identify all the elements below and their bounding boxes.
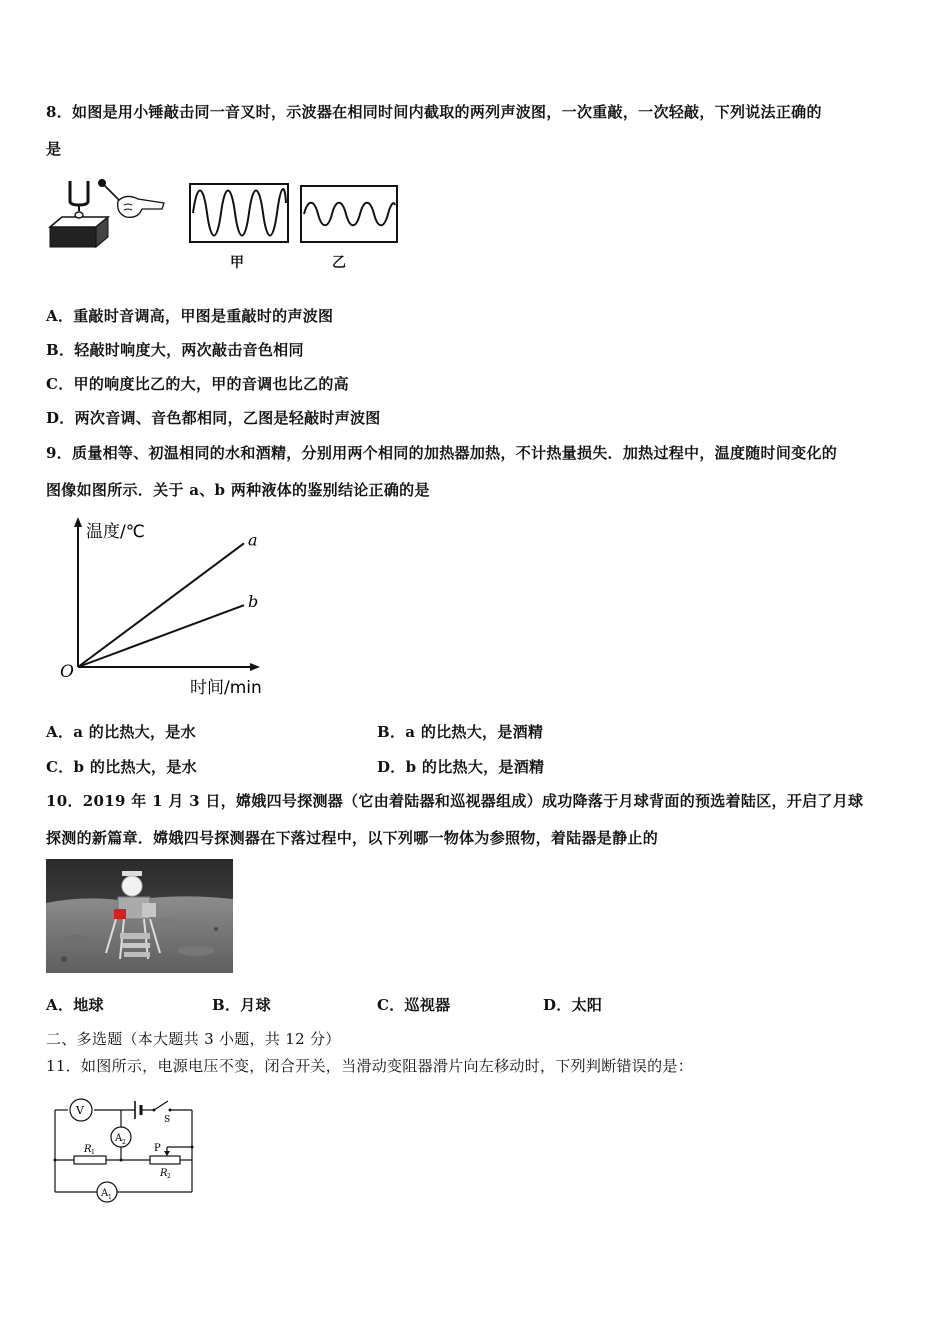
- q11-stem: 11．如图所示，电源电压不变，闭合开关，当滑动变阻器滑片向左移动时，下列判断错误的是：: [46, 1057, 693, 1075]
- switch-label: S: [164, 1115, 171, 1125]
- q10-stem-line2: 探测的新篇章．嫦娥四号探测器在下落过程中，以下列哪一物体为参照物，着陆器是静止的: [46, 829, 659, 847]
- q9-stem-line1: 9．质量相等、初温相同的水和酒精，分别用两个相同的加热器加热，不计热量损失．加热过程中，温度随时间变化的: [46, 444, 838, 462]
- series-label-a: a: [248, 530, 258, 550]
- temperature-time-chart: [48, 515, 288, 700]
- waveform-jia: [189, 183, 289, 243]
- label-jia: 甲: [230, 255, 245, 271]
- ammeter-a2-label: A: [115, 1133, 123, 1144]
- lunar-rover-photo: [46, 859, 233, 973]
- series-line-b: [78, 605, 244, 667]
- series-line-a: [78, 543, 244, 667]
- voltmeter-label: V: [76, 1104, 84, 1117]
- r2-sub: 2: [167, 1173, 171, 1180]
- q10-option-d[interactable]: D．太阳: [543, 996, 603, 1014]
- ammeter-a1-label: A: [101, 1188, 109, 1199]
- ammeter-a2-sub: 2: [122, 1139, 126, 1146]
- origin-label: O: [60, 662, 74, 682]
- r1-sub: 1: [91, 1149, 95, 1156]
- y-axis-arrow: [74, 517, 82, 527]
- q8-stem-line1: 8．如图是用小锤敲击同一音叉时，示波器在相同时间内截取的两列声波图，一次重敲，一次轻敲，下列说法正确的: [46, 103, 822, 121]
- q10-option-b[interactable]: B．月球: [212, 996, 271, 1014]
- label-yi: 乙: [332, 255, 347, 271]
- tuning-fork-figure: [46, 175, 176, 255]
- x-axis-arrow: [250, 663, 260, 671]
- slider-label: P: [154, 1143, 161, 1154]
- q10-option-a[interactable]: A．地球: [46, 996, 104, 1014]
- q8-option-d[interactable]: D．两次音调、音色都相同，乙图是轻敲时声波图: [46, 409, 381, 427]
- q8-option-c[interactable]: C．甲的响度比乙的大，甲的音调也比乙的高: [46, 375, 349, 393]
- r1-label: R: [84, 1144, 92, 1155]
- series-label-b: b: [248, 592, 259, 612]
- q9-option-a[interactable]: A．a 的比热大，是水: [46, 723, 196, 741]
- q9-stem-line2: 图像如图所示．关于 a、b 两种液体的鉴别结论正确的是: [46, 481, 430, 499]
- x-axis-label: 时间/min: [190, 678, 262, 698]
- circuit-diagram: [50, 1095, 200, 1205]
- q10-stem-line1: 10．2019 年 1 月 3 日，嫦娥四号探测器（它由着陆器和巡视器组成）成功降落于月球背面的预选着陆区，开启了月球: [46, 792, 864, 810]
- q9-option-b[interactable]: B．a 的比热大，是酒精: [377, 723, 544, 741]
- ammeter-a1-sub: 1: [108, 1194, 112, 1201]
- r2-label: R: [160, 1168, 168, 1179]
- q9-option-c[interactable]: C．b 的比热大，是水: [46, 758, 197, 776]
- y-axis-label: 温度/℃: [86, 522, 145, 542]
- q9-option-d[interactable]: D．b 的比热大，是酒精: [377, 758, 545, 776]
- q8-stem-line2: 是: [46, 140, 62, 158]
- q10-option-c[interactable]: C．巡视器: [377, 996, 451, 1014]
- section2-title: 二、多选题（本大题共 3 小题，共 12 分）: [46, 1030, 341, 1048]
- q8-option-a[interactable]: A．重敲时音调高，甲图是重敲时的声波图: [46, 307, 334, 325]
- q8-option-b[interactable]: B．轻敲时响度大，两次敲击音色相同: [46, 341, 304, 359]
- waveform-yi: [300, 185, 398, 243]
